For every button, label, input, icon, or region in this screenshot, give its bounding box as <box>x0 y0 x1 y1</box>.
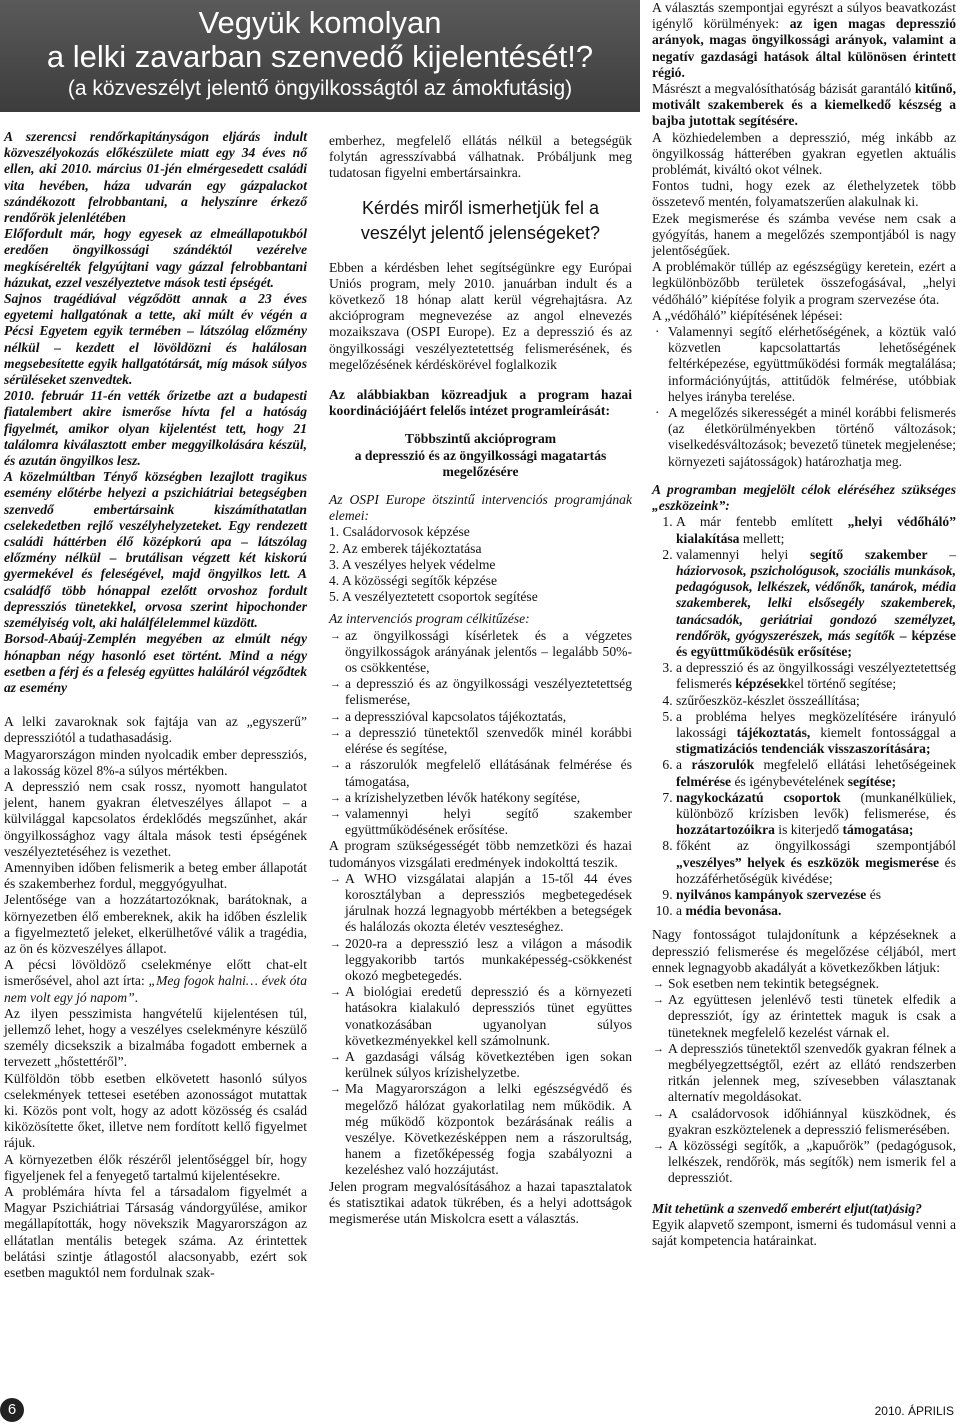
item-text: valamennyi helyi <box>676 546 810 562</box>
item-bold: felmérése <box>676 773 732 789</box>
item-text: és igénybevételének <box>731 773 848 789</box>
list-title: Az OSPI Europe ötszintű intervenciós programjának elemei: <box>329 492 632 524</box>
list-item: 4. A közösségi segítők képzése <box>329 573 498 589</box>
lead-text: A közelmúltban Tényő <box>4 469 138 485</box>
item-bold: képzések <box>735 676 788 692</box>
lead-text: Mind a négy esetben a férj és a feleség együttes haláláról végződtek az esemény <box>4 647 307 695</box>
item-bold: – képzése és együttműködésük erősítése; <box>676 627 956 659</box>
body-paragraph: A program szükségességét több nemzetközi és hazai tudományos vizsgálati eredmények indokolttá teszik. <box>329 838 632 870</box>
bold-text: kitűnő, motivált szakemberek és a kiemelkedő készség a bajba jutottak segítésére. <box>652 81 956 129</box>
body-paragraph: A problémára hívta fel a társadalom figyelmét a Magyar Pszichiátriai Társaság vándorgyűlése, amikor megállapították, hogy növekszik Magyarországon az ellátatlan mentális betegek száma. Az érintettek belátási szintje átlagostól alacsonyabb, ezért sok esetben maguktól nem fordulnak szak- <box>4 1184 307 1281</box>
list-item <box>676 790 956 839</box>
item-bold: stigmatizációs tendenciák visszaszorítására; <box>676 741 931 757</box>
column-3 <box>652 0 956 1249</box>
item-bold: támogatása; <box>842 822 914 838</box>
lead-text: községben lezajlott tragikus esemény előtérbe helyezi a pszichiátriai betegségben szenvedő embertársaink kiszámíthatatlan cselekedetben rejlő veszélyhelyzeteket. <box>4 469 307 533</box>
item-bold: hozzátartozóikra <box>676 822 775 838</box>
list-item <box>676 757 956 789</box>
body-paragraph: Ebben a kérdésben lehet segítségünkre egy Európai Uniós program, mely 2010. januárban indult és a következő 18 hónap alatt kerül végrehajtásra. Az akcióprogram megnevezése az angol elnevezés mozaikszava (OSPI Europe). Ez a depresszió és az öngyilkossági veszélyeztetettség felismerésének, és megelőzésének kérdéskörével foglalkozik <box>329 259 632 372</box>
list-item: → a depresszióval kapcsolatos tájékoztatás, <box>345 709 632 725</box>
item-text: a probléma helyes megközelítésére irányuló lakossági <box>676 708 956 740</box>
list-item: → A WHO vizsgálatai alapján a 15-től 44 éves korosztályban a depressziós megbetegedések járulnak hozzá legnagyobb mértékben a betegségek és halálozás okozta életév veszteséghez. <box>345 871 632 936</box>
list-item: → valamennyi helyi segítő szakember együttműködésének erősítése. <box>345 806 632 838</box>
item-text: kel történő segítése; <box>787 676 897 692</box>
lead-paragraph <box>4 291 307 388</box>
body-paragraph: Ezek megismerése és számba vevése nem csak a gyógyítás, hanem a megelőzés szempontjából is nagy jelentőségűek. <box>652 210 956 259</box>
lead-text: A családfő több hónappal ezelőtt orvoshoz fordult depressziós tünetekkel, orvosa szerint hipochonder személyiség volt, aki halálfélelemmel küzdött. <box>4 566 307 631</box>
list-item <box>676 887 956 903</box>
section-heading: Kérdés miről ismerhetjük fel a veszélyt jelentő jelenségeket? <box>360 197 601 243</box>
lead-paragraph <box>4 226 307 291</box>
lead-paragraph <box>4 631 307 696</box>
body-paragraph <box>652 0 956 81</box>
bold-text: az igen magas depresszió arányok, magas öngyilkossági arányok, valamint a negatív gazdasági hatások által különösen érintett régió. <box>652 16 956 80</box>
tools-list <box>652 514 956 919</box>
list-item: → 2020-ra a depresszió lesz a világon a második leggyakoribb tartós munkaképesség-csökkenést okozó megbetegedés. <box>345 936 632 985</box>
list-item: → A gazdasági válság következtében igen sokan kerülnek súlyos krízishelyzetbe. <box>345 1049 632 1081</box>
item-text: főként az öngyilkossági szempontjából <box>676 838 956 854</box>
list-item: → A közösségi segítők, a „kapuőrök” (pedagógusok, lelkészek, rendőrök, más segítők) nem ismerik fel a depressziót. <box>668 1138 956 1187</box>
program-title: Többszintű akcióprogram <box>404 431 557 447</box>
headline-subtitle: (a közveszélyt jelentő öngyilkosságtól az ámokfutásig) <box>67 77 573 100</box>
list-title: A programban megjelölt célok eléréséhez szükséges „eszközeink”: <box>652 481 956 514</box>
lead-text: vették őrizetbe azt a budapesti fiatalembert akire ismerőse hívta fel a hatóság figyelmét, amikor olyan kijelentést tett, hogy 21 találomra kiválasztott ember meggyilkolására készül, és azután öngyilkos lesz. <box>4 388 307 469</box>
item-bold: rászorulók <box>691 757 755 773</box>
body-paragraph: A „védőháló” kiépítésének lépései: <box>652 307 843 323</box>
lead-text: 2010. február 11-én <box>4 388 122 404</box>
list-item: → Az együttesen jelenlévő testi tünetek elfedik a depressziót, így az érintettek maguk is csak a tüneteknek megfelelő kezelést várnak el. <box>668 992 956 1041</box>
item-bold: segítő szakember <box>809 546 928 562</box>
body-paragraph: Az ilyen pesszimista hangvételű kijelentésen túl, jellemző lehet, hogy a veszélyes cselekményre készülő személy dicsekszik a bizalmába fogadott embernek a tervezett „hőstettéről”. <box>4 1005 307 1070</box>
page-number: 6 <box>0 1398 24 1422</box>
list-item <box>676 693 956 709</box>
obstacles-list <box>652 976 956 1187</box>
list-item: → Ma Magyarországon a lelki egészségvédő és megelőző hálózat gyakorlatilag nem működik. A még működő központok bezárásának reális a veszélye. Következésképpen nem a rászorultság, hanem a fizetőképesség fogja szabályozni a kezeléshez való hozzájutást. <box>345 1081 632 1178</box>
body-paragraph: Amennyiben időben felismerik a beteg ember állapotát és szakemberhez fordul, meggyógyulhat. <box>4 859 307 892</box>
body-paragraph: Fontos tudni, hogy ezek az élethelyzetek több összetevő mentén, folyamatszerűen alakulnak ki. <box>652 178 956 210</box>
body-paragraph: Egyik alapvető szempont, ismerni és tudomásul venni a saját kompetencia határainkat. <box>652 1216 956 1249</box>
body-text: A választás szempontjai egyrészt a súlyos beavatkozást igénylő körülmények: <box>652 0 956 32</box>
lead-text: A szerencsi rendőrkapitányságon eljárás indult közveszélyokozás előkészülete miatt egy 34 éves nő ellen, aki 2010. március 01-jén elmérgesedett családi vita hevében, háza udvarán egy gázpalackot szándékozott felrobbantani, a helyszínre érkező rendőrök jelenlétében <box>4 129 307 226</box>
body-paragraph: Jelen program megvalósításához a hazai tapasztalatok és statisztikai adatok tükrében, és a helyi adottságok megismerése után Miskolcra esett a választás. <box>329 1178 632 1226</box>
list-item: → az öngyilkossági kísérletek és a végzetes öngyilkosságok arányának jelentős – legalább 50%-os csökkentése, <box>345 628 632 677</box>
item-text: a <box>676 903 686 919</box>
list-item: → a rászorulók megfelelő ellátásának felmérése és támogatása, <box>345 757 632 789</box>
steps-list <box>652 324 956 470</box>
list-item <box>676 547 956 660</box>
body-paragraph: Nagy fontosságot tulajdonítunk a képzéseknek a depresszió felismerése és megelőzése céljából, mert ennek legnagyobb akadályát a következőkben látjuk: <box>652 927 956 975</box>
item-bold: média bevonása. <box>685 903 782 919</box>
list-item <box>676 903 956 919</box>
headline-banner <box>0 0 640 112</box>
item-text: és hozzáférhetőségük kivédése; <box>676 854 956 886</box>
elements-list <box>329 524 632 605</box>
item-text: is kiterjedő <box>774 822 843 838</box>
list-item: → A depressziós tünetektől szenvedők gyakran félnek a megbélyegzettségtől, ezért az ellátó rendszerben ritkán jelennek meg, szívesebben választanak alternatív megoldásokat. <box>668 1041 956 1106</box>
column-2 <box>329 133 632 1227</box>
lead-paragraph <box>4 129 307 226</box>
body-paragraph: Az alábbiakban közreadjuk a program hazai koordinációjáért felelős intézet programleírását: <box>329 387 632 419</box>
list-item: → a depresszió és az öngyilkossági veszélyeztetettség felismerése, <box>345 676 632 708</box>
item-text: kiemelt fontossággal a <box>810 724 956 740</box>
body-paragraph: Magyarországon minden nyolcadik ember depressziós, a lakosság közel 8%-a súlyos mértékben. <box>4 746 307 778</box>
body-paragraph: A lelki zavaroknak sok fajtája van az „egyszerű” depressziótól a tudathasadásig. <box>4 714 307 746</box>
body-paragraph: A közhiedelemben a depresszió, még inkább az öngyilkosság hátterében gyakran egyetlen aktuális problémát, kiváltó okot vélnek. <box>652 129 956 178</box>
item-bold-italic: háziorvosok, pszichológusok, szociális munkások, pedagógusok, lelkészek, védőnők, tanárok, média szakemberek, lelki elsősegély szakemberek, tanácsadók, geriátriai gondozó személyzet, rendőrök, gyógyszerészek, más segítők <box>676 562 956 643</box>
list-item: → A családorvosok időhiánnyal küszködnek, és gyakran eszköztelenek a depresszió felismerésében. <box>668 1106 956 1138</box>
program-subtitle: a depresszió és az öngyilkossági magatartás megelőzésére <box>354 447 607 479</box>
list-item: 3. A veszélyes helyek védelme <box>329 556 496 572</box>
item-bold: tájékoztatás, <box>736 724 811 740</box>
item-bold: segítése; <box>847 773 897 789</box>
list-item: → A biológiai eredetű depresszió és a környezeti hatásokra kialakuló depressziós tünet együttes vonatkozásában ugyanolyan súlyos következményekkel kell számolnunk. <box>345 984 632 1049</box>
column-1 <box>4 129 307 1281</box>
body-paragraph: A depresszió nem csak rossz, nyomott hangulatot jelent, hanem gyakran életveszélyes állapot – a külvilággal kapcsolatos érdeklődés megszűnhet, akár öngyilkossághoz vagy általa mások testi épségének veszélyeztetéséhez is vezethet. <box>4 778 307 859</box>
list-item: 1. Családorvosok képzése <box>329 524 470 540</box>
item-bold: „veszélyes” helyek és eszközök megismerése <box>676 854 940 870</box>
lead-paragraph <box>4 388 307 469</box>
lead-text: Előfordult már, hogy egyesek az elmeállapotukból eredően öngyilkossági szándéktól vezérelve megkísérelték felgyújtani vagy gázzal felrobbantani házukat, ezzel veszélyeztetve mások testi épségét. <box>4 226 307 290</box>
list-title: Az intervenciós program célkitűzése: <box>329 611 530 627</box>
body-paragraph <box>4 957 307 1006</box>
body-paragraph: A környezetben élők részéről jelentőséggel bír, hogy figyeljenek fel a fenyegető tartalmú kijelentésekre. <box>4 1151 307 1183</box>
body-paragraph: Jelentősége van a hozzátartozóknak, barátoknak, a környezetben élő embereknek, akik ha időben észlelik a figyelmeztető jeleket, elkerülhetővé válik a tragédia, az ön és közveszélyes állapot. <box>4 892 307 956</box>
quote-text: „Meg fogok halni… évek óta nem volt egy jó napom” <box>4 973 308 1005</box>
body-paragraph: A problémakör túllép az egészségügy keretein, ezért a legkülönbözőbb területek összefogásával, „helyi védőháló” kiépítése folyik a program szervezése óta. <box>652 259 956 307</box>
body-text: Másrészt a megvalósíthatóság bázisát garantáló <box>652 81 915 97</box>
list-item: · Valamennyi segítő elérhetőségének, a köztük való közvetlen kapcsolattartás lehetőségének feltérképezése, együttműködési formák megtalálása; információnyújtás, attitűdök felmérése, utóbbiak helyes irányba terelése. <box>668 324 956 405</box>
body-text: . <box>134 989 139 1005</box>
item-text: szűrőeszköz-készlet összeállítása; <box>676 692 860 708</box>
item-text: mellett; <box>739 530 785 546</box>
item-text: a depresszió és az öngyilkossági veszélyeztetettség felismerés <box>676 660 956 692</box>
item-text: és <box>866 886 882 902</box>
body-paragraph: Külföldön több esetben elkövetett hasonló súlyos cselekmények tettesei esetében azonosságot mutattak ki. Közös pont volt, hogy az adott közösség és család kiközösítette őket, illetve nem fordított kellő figyelmet rájuk. <box>4 1070 307 1151</box>
item-bold: nyilvános kampányok szervezése <box>676 886 867 902</box>
item-text: A már fentebb említett <box>676 514 848 530</box>
item-bold: „helyi védőháló” kialakítása <box>676 514 956 546</box>
goals-list <box>329 628 632 839</box>
question-heading: Mit tehetünk a szenvedő emberért eljut(tat)ásig? <box>652 1200 922 1216</box>
item-text: megfelelő ellátási lehetőségeinek <box>754 757 956 773</box>
list-item: → a krízishelyzetben lévők hatékony segítése, <box>345 790 632 806</box>
list-item: · A megelőzés sikerességét a minél korábbi felismerés (az életkörülményekben történő változások; viselkedésváltozások; bevezető tünetek megjelenése; környezeti sajátosságok) határozhatja meg. <box>668 405 956 470</box>
item-text: – <box>927 546 956 562</box>
reasons-list <box>329 871 632 1179</box>
list-item: → a depresszió tünetektől szenvedők minél korábbi elérése és segítése, <box>345 725 632 757</box>
lead-text: Egy rendezett családi háttérben élő középkorú apa – látszólag előzmény nélkül – brutálisan végzett két kiskorú gyermekével és feleségével, majd öngyilkos lett. <box>4 517 308 582</box>
body-paragraph <box>652 81 956 130</box>
list-item <box>676 709 956 758</box>
body-paragraph: emberhez, megfelelő ellátás nélkül a betegségük folytán agresszívabbá válhatnak. Próbáljunk meg tudatosan figyelni embertársainkra. <box>329 133 632 181</box>
list-item: 5. A veszélyeztetett csoportok segítése <box>329 589 538 605</box>
item-text: a <box>676 757 692 773</box>
headline-line-2: a lelki zavarban szenvedő kijelentését!? <box>46 39 594 74</box>
list-item <box>676 514 956 546</box>
item-text: (munkanélküliek, különböző krízisben levők) felismerése, és <box>676 789 956 821</box>
list-item <box>676 838 956 887</box>
item-bold: nagykockázatú csoportok <box>676 789 841 805</box>
issue-date: 2010. ÁPRILIS <box>874 1404 954 1418</box>
body-text: A pécsi lövöldöző cselekménye előtt chat-elt ismerősével, ahol azt írta: <box>4 957 307 989</box>
lead-paragraph <box>4 469 307 631</box>
list-item <box>676 660 956 692</box>
headline-line-1: Vegyük komolyan <box>198 5 442 40</box>
list-item: → Sok esetben nem tekintik betegségnek. <box>668 976 956 992</box>
list-item: 2. Az emberek tájékoztatása <box>329 540 482 556</box>
lead-text: Sajnos tragédiával végződött annak a 23 éves egyetemi hallgatónak a tette, aki múlt év végén a Pécsi Egyetem egyik termében – látszólag előzmény nélkül – kezdett el lövöldözni és halálosan megsebesítette egyik hallgatótársát, míg mások súlyos sérüléseket szenvedtek. <box>4 291 307 388</box>
lead-text: Borsod-Abaúj-Zemplén megyében az elmúlt négy hónapban négy hasonló eset történt. <box>4 631 307 663</box>
